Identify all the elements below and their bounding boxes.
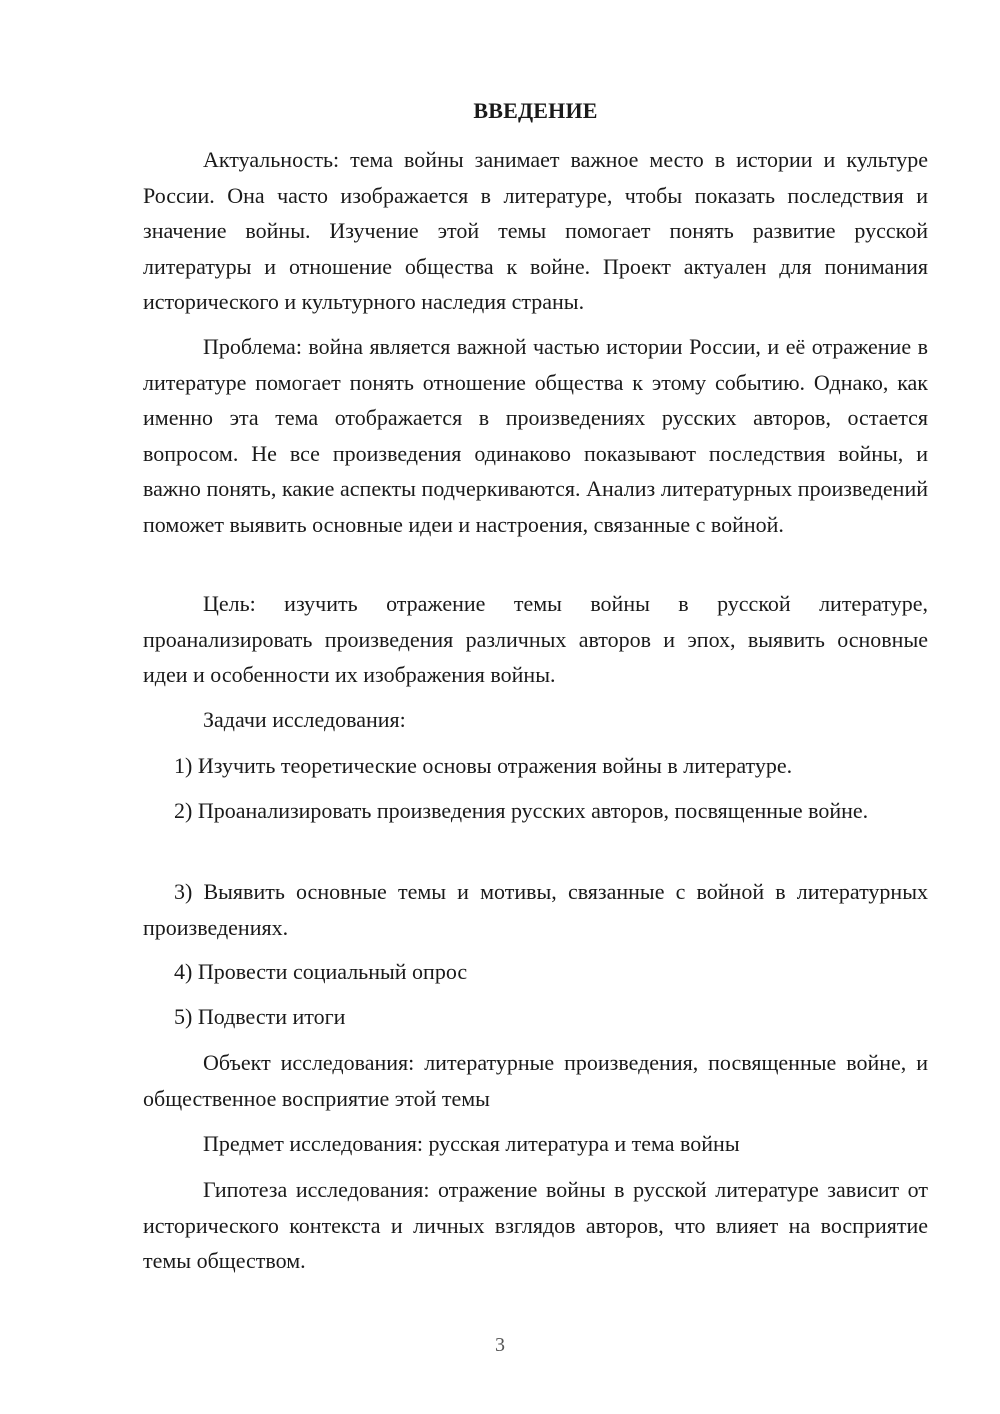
task-item: 4) Провести социальный опрос <box>174 959 468 984</box>
paragraph-hypothesis: Гипотеза исследования: отражение войны в русской литературе зависит от исторического контекста и личных взглядов авторов, что влияет на восприятие темы обществом. <box>143 1177 928 1273</box>
paragraph-goal: Цель: изучить отражение темы войны в русской литературе, проанализировать произведения различных авторов и эпох, выявить основные идеи и особенности их изображения войны. <box>143 591 928 687</box>
task-item: 5) Подвести итоги <box>174 1004 346 1029</box>
task-item: 3) Выявить основные темы и мотивы, связанные с войной в литературных произведениях. <box>143 879 928 940</box>
task-item: 1) Изучить теоретические основы отражения войны в литературе. <box>174 753 793 778</box>
page-number: 3 <box>495 1334 505 1356</box>
paragraph-relevance: Актуальность: тема войны занимает важное место в истории и культуре России. Она часто изображается в литературе, чтобы показать последствия и значение войны. Изучение этой темы помогает понять развитие русской литературы и отношение общества к войне. Проект актуален для понимания исторического и культурного наследия страны. <box>143 147 928 314</box>
paragraph-subject: Предмет исследования: русская литература и тема войны <box>203 1131 740 1156</box>
task-item: 2) Проанализировать произведения русских авторов, посвященные войне. <box>174 798 869 823</box>
paragraph-object: Объект исследования: литературные произведения, посвященные войне, и общественное восприятие этой темы <box>143 1050 928 1111</box>
page-title: ВВЕДЕНИЕ <box>473 98 598 123</box>
tasks-title: Задачи исследования: <box>203 707 406 732</box>
paragraph-problem: Проблема: война является важной частью истории России, и её отражение в литературе помогает понять отношение общества к этому событию. Однако, как именно эта тема отображается в произведениях русских авторов, остается вопросом. Не все произведения одинаково показывают последствия войны, и важно понять, какие аспекты подчеркиваются. Анализ литературных произведений поможет выявить основные идеи и настроения, связанные с войной. <box>143 334 928 537</box>
